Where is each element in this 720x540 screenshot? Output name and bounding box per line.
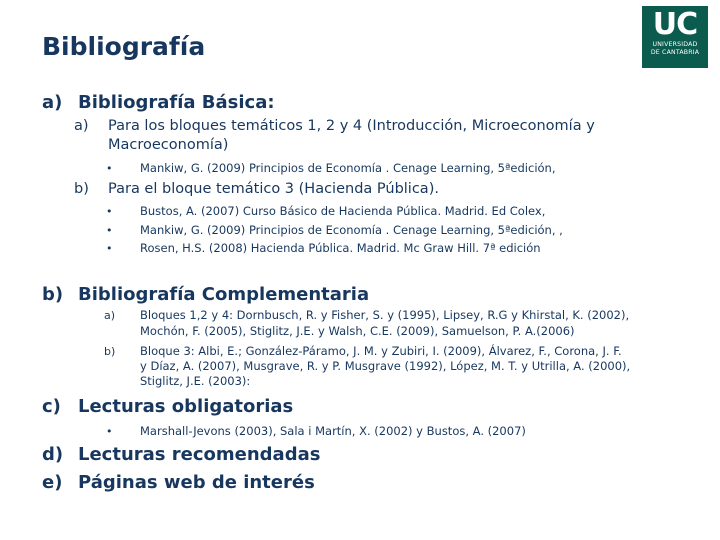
section-title: Bibliografía Básica: xyxy=(78,92,275,113)
section-b-heading xyxy=(42,284,369,305)
section-label: e) xyxy=(42,472,63,493)
page-title: Bibliografía xyxy=(42,32,206,61)
section-title: Páginas web de interés xyxy=(78,472,315,493)
logo-initials: UC xyxy=(652,7,698,42)
subsection-a-line-2: Macroeconomía) xyxy=(108,137,229,153)
section-e-heading xyxy=(42,472,315,493)
reference-item: Mankiw, G. (2009) Principios de Economía . Cenage Learning, 5ªedición, xyxy=(140,161,556,175)
reference-item: Rosen, H.S. (2008) Hacienda Pública. Madrid. Mc Graw Hill. 7ª edición xyxy=(140,241,541,255)
section-label: a) xyxy=(42,92,63,113)
subsection-b-label: b) xyxy=(74,181,89,197)
complementary-item-line: Bloque 3: Albi, E.; González-Páramo, J. M. y Zubiri, I. (2009), Álvarez, F., Corona, J. F. xyxy=(140,344,622,358)
bullet-icon: • xyxy=(106,162,113,175)
reference-item: Mankiw, G. (2009) Principios de Economía . Cenage Learning, 5ªedición, , xyxy=(140,223,563,237)
subsection-b-text: Para el bloque temático 3 (Hacienda Pública). xyxy=(108,181,439,197)
section-label: c) xyxy=(42,396,61,417)
section-c-heading xyxy=(42,396,293,417)
section-title: Lecturas obligatorias xyxy=(78,396,294,417)
section-d-heading xyxy=(42,444,320,465)
bullet-icon: • xyxy=(106,205,113,218)
complementary-item-line: y Díaz, A. (2007), Musgrave, R. y P. Musgrave (1992), López, M. T. y Utrilla, A. (2000), xyxy=(140,359,631,373)
complementary-item-line: Stiglitz, J.E. (2003): xyxy=(140,374,251,388)
section-a-heading xyxy=(42,92,275,113)
logo-line-1: UNIVERSIDAD xyxy=(652,41,698,48)
complementary-item-line: Bloques 1,2 y 4: Dornbusch, R. y Fisher, S. y (1995), Lipsey, R.G y Khirstal, K. (2002), xyxy=(140,308,630,322)
logo-line-2: DE CANTABRIA xyxy=(650,49,700,56)
section-label: b) xyxy=(42,284,64,305)
section-title: Bibliografía Complementaria xyxy=(78,284,370,305)
university-logo xyxy=(642,6,708,68)
section-label: d) xyxy=(42,444,64,465)
bullet-icon: • xyxy=(106,224,113,237)
subsection-a-line-1: Para los bloques temáticos 1, 2 y 4 (Introducción, Microeconomía y xyxy=(108,118,595,134)
bullet-icon: • xyxy=(106,242,113,255)
complementary-item-label: a) xyxy=(104,309,116,322)
reference-item: Bustos, A. (2007) Curso Básico de Hacienda Pública. Madrid. Ed Colex, xyxy=(140,204,546,218)
reference-item: Marshall-Jevons (2003), Sala i Martín, X. (2002) y Bustos, A. (2007) xyxy=(140,424,526,438)
bullet-icon: • xyxy=(106,425,113,438)
subsection-a-label: a) xyxy=(74,118,89,134)
complementary-item-line: Mochón, F. (2005), Stiglitz, J.E. y Walsh, C.E. (2009), Samuelson, P. A.(2006) xyxy=(140,324,575,338)
section-title: Lecturas recomendadas xyxy=(78,444,321,465)
complementary-item-label: b) xyxy=(104,345,116,358)
